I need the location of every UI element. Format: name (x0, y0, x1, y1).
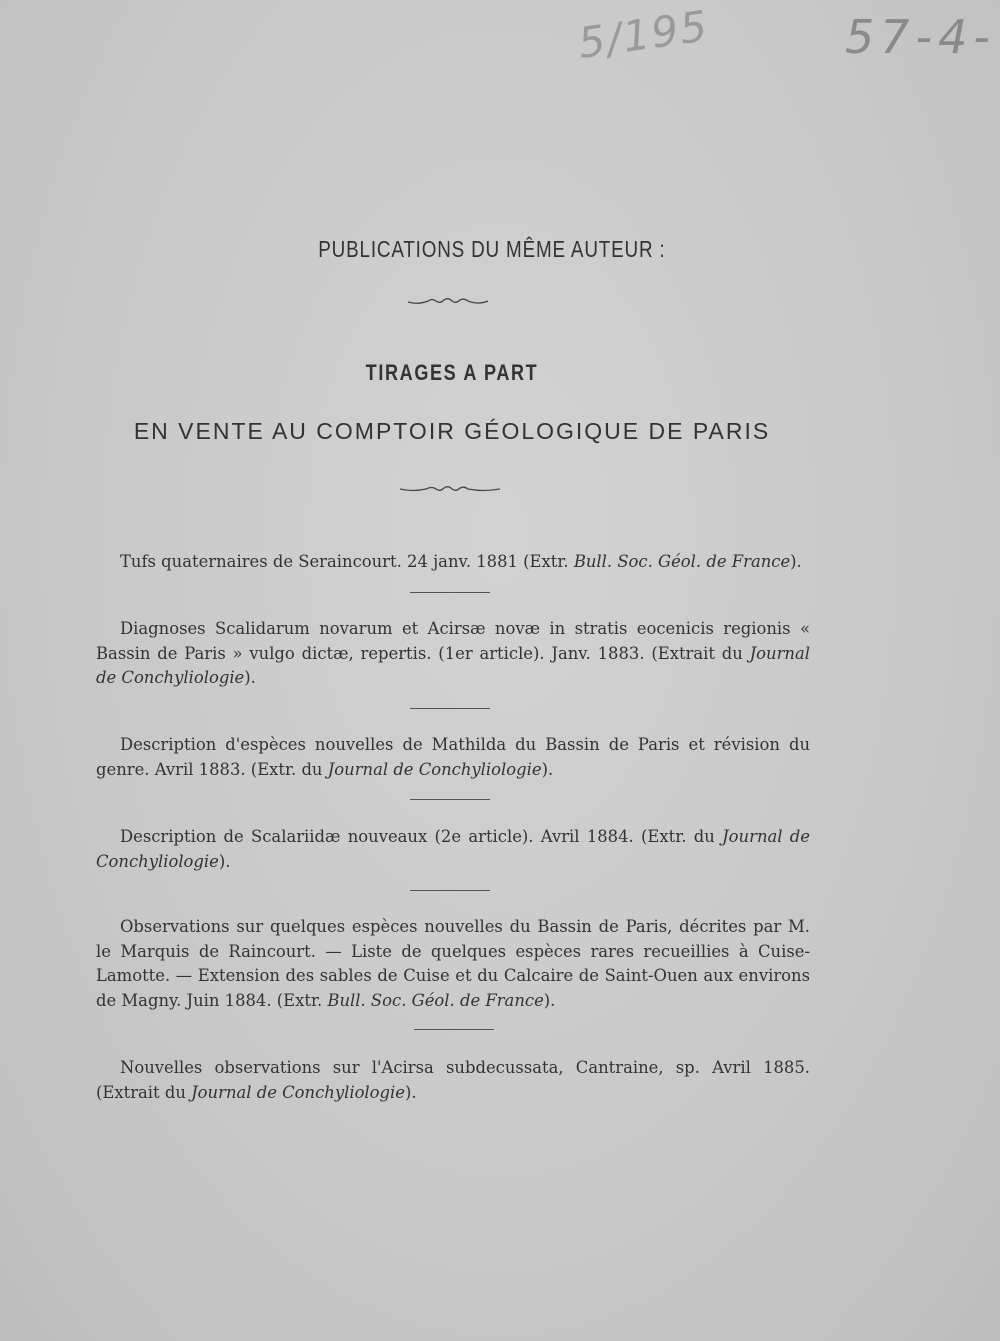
separator-rule (410, 890, 490, 891)
pencil-annotation-right: 57-4- (845, 10, 996, 64)
publication-entry (96, 617, 810, 691)
entry-text-end: ). (404, 1082, 417, 1102)
entry-text-end: ). (543, 990, 556, 1010)
separator-rule (414, 1029, 494, 1030)
vente-subheading: EN VENTE AU COMPTOIR GÉOLOGIQUE DE PARIS (133, 418, 771, 444)
pencil-annotation-left: 5/195 (575, 1, 712, 68)
tirages-heading: TIRAGES A PART (365, 360, 539, 385)
publications-heading (82, 236, 902, 263)
publications-heading-text: PUBLICATIONS DU MÊME AUTEUR : (318, 236, 666, 262)
entry-source-italic: Journal de Conchyliologie (96, 643, 810, 687)
entry-text-end: ). (790, 552, 802, 571)
ornament-divider-top (408, 296, 488, 306)
entry-source-italic: Journal de Conchyliologie (327, 759, 542, 779)
separator-rule (410, 708, 490, 709)
entry-text: Observations sur quelques espèces nouvelles du Bassin de Paris, décrites par M. le Marquis de Raincourt. — Liste de quelques espèces rares recueillies à Cuise-Lamotte. — Extension des sables de Cuise et du Calcaire de Saint-Ouen aux environs de Magny. Juin 1884. (Extr. (96, 917, 810, 1010)
entry-text: Diagnoses Scalidarum novarum et Acirsæ novæ in stratis eocenicis regionis « Bassin de Paris » vulgo dictæ, repertis. (1er article). Janv. 1883. (Extrait du (96, 619, 810, 663)
entry-text-end: ). (541, 759, 554, 779)
entry-text: Tufs quaternaires de Seraincourt. 24 janv. 1881 (Extr. (120, 552, 574, 571)
separator-rule (410, 799, 490, 800)
separator-rule (410, 592, 490, 593)
entry-source-italic: Bull. Soc. Géol. de France (573, 552, 791, 571)
publication-entry (96, 825, 810, 874)
ornament-divider-bottom (400, 484, 500, 494)
entry-text: Description d'espèces nouvelles de Mathilda du Bassin de Paris et révision du genre. Avril 1883. (Extr. du (96, 735, 810, 779)
entry-text-end: ). (218, 851, 231, 871)
entry-source-italic: Journal de Conchyliologie (96, 827, 810, 871)
entry-source-italic: Bull. Soc. Géol. de France (327, 990, 544, 1010)
publication-entry (96, 915, 810, 1013)
publication-entry (96, 733, 810, 782)
entry-text: Nouvelles observations sur l'Acirsa subdecussata, Cantraine, sp. Avril 1885. (Extrait du (96, 1058, 810, 1102)
publication-entry (96, 550, 810, 575)
entry-text-end: ). (244, 668, 256, 687)
publication-entry (96, 1056, 810, 1105)
entry-text: Description de Scalariidæ nouveaux (2e article). Avril 1884. (Extr. du (120, 827, 723, 846)
entry-source-italic: Journal de Conchyliologie (191, 1082, 405, 1102)
